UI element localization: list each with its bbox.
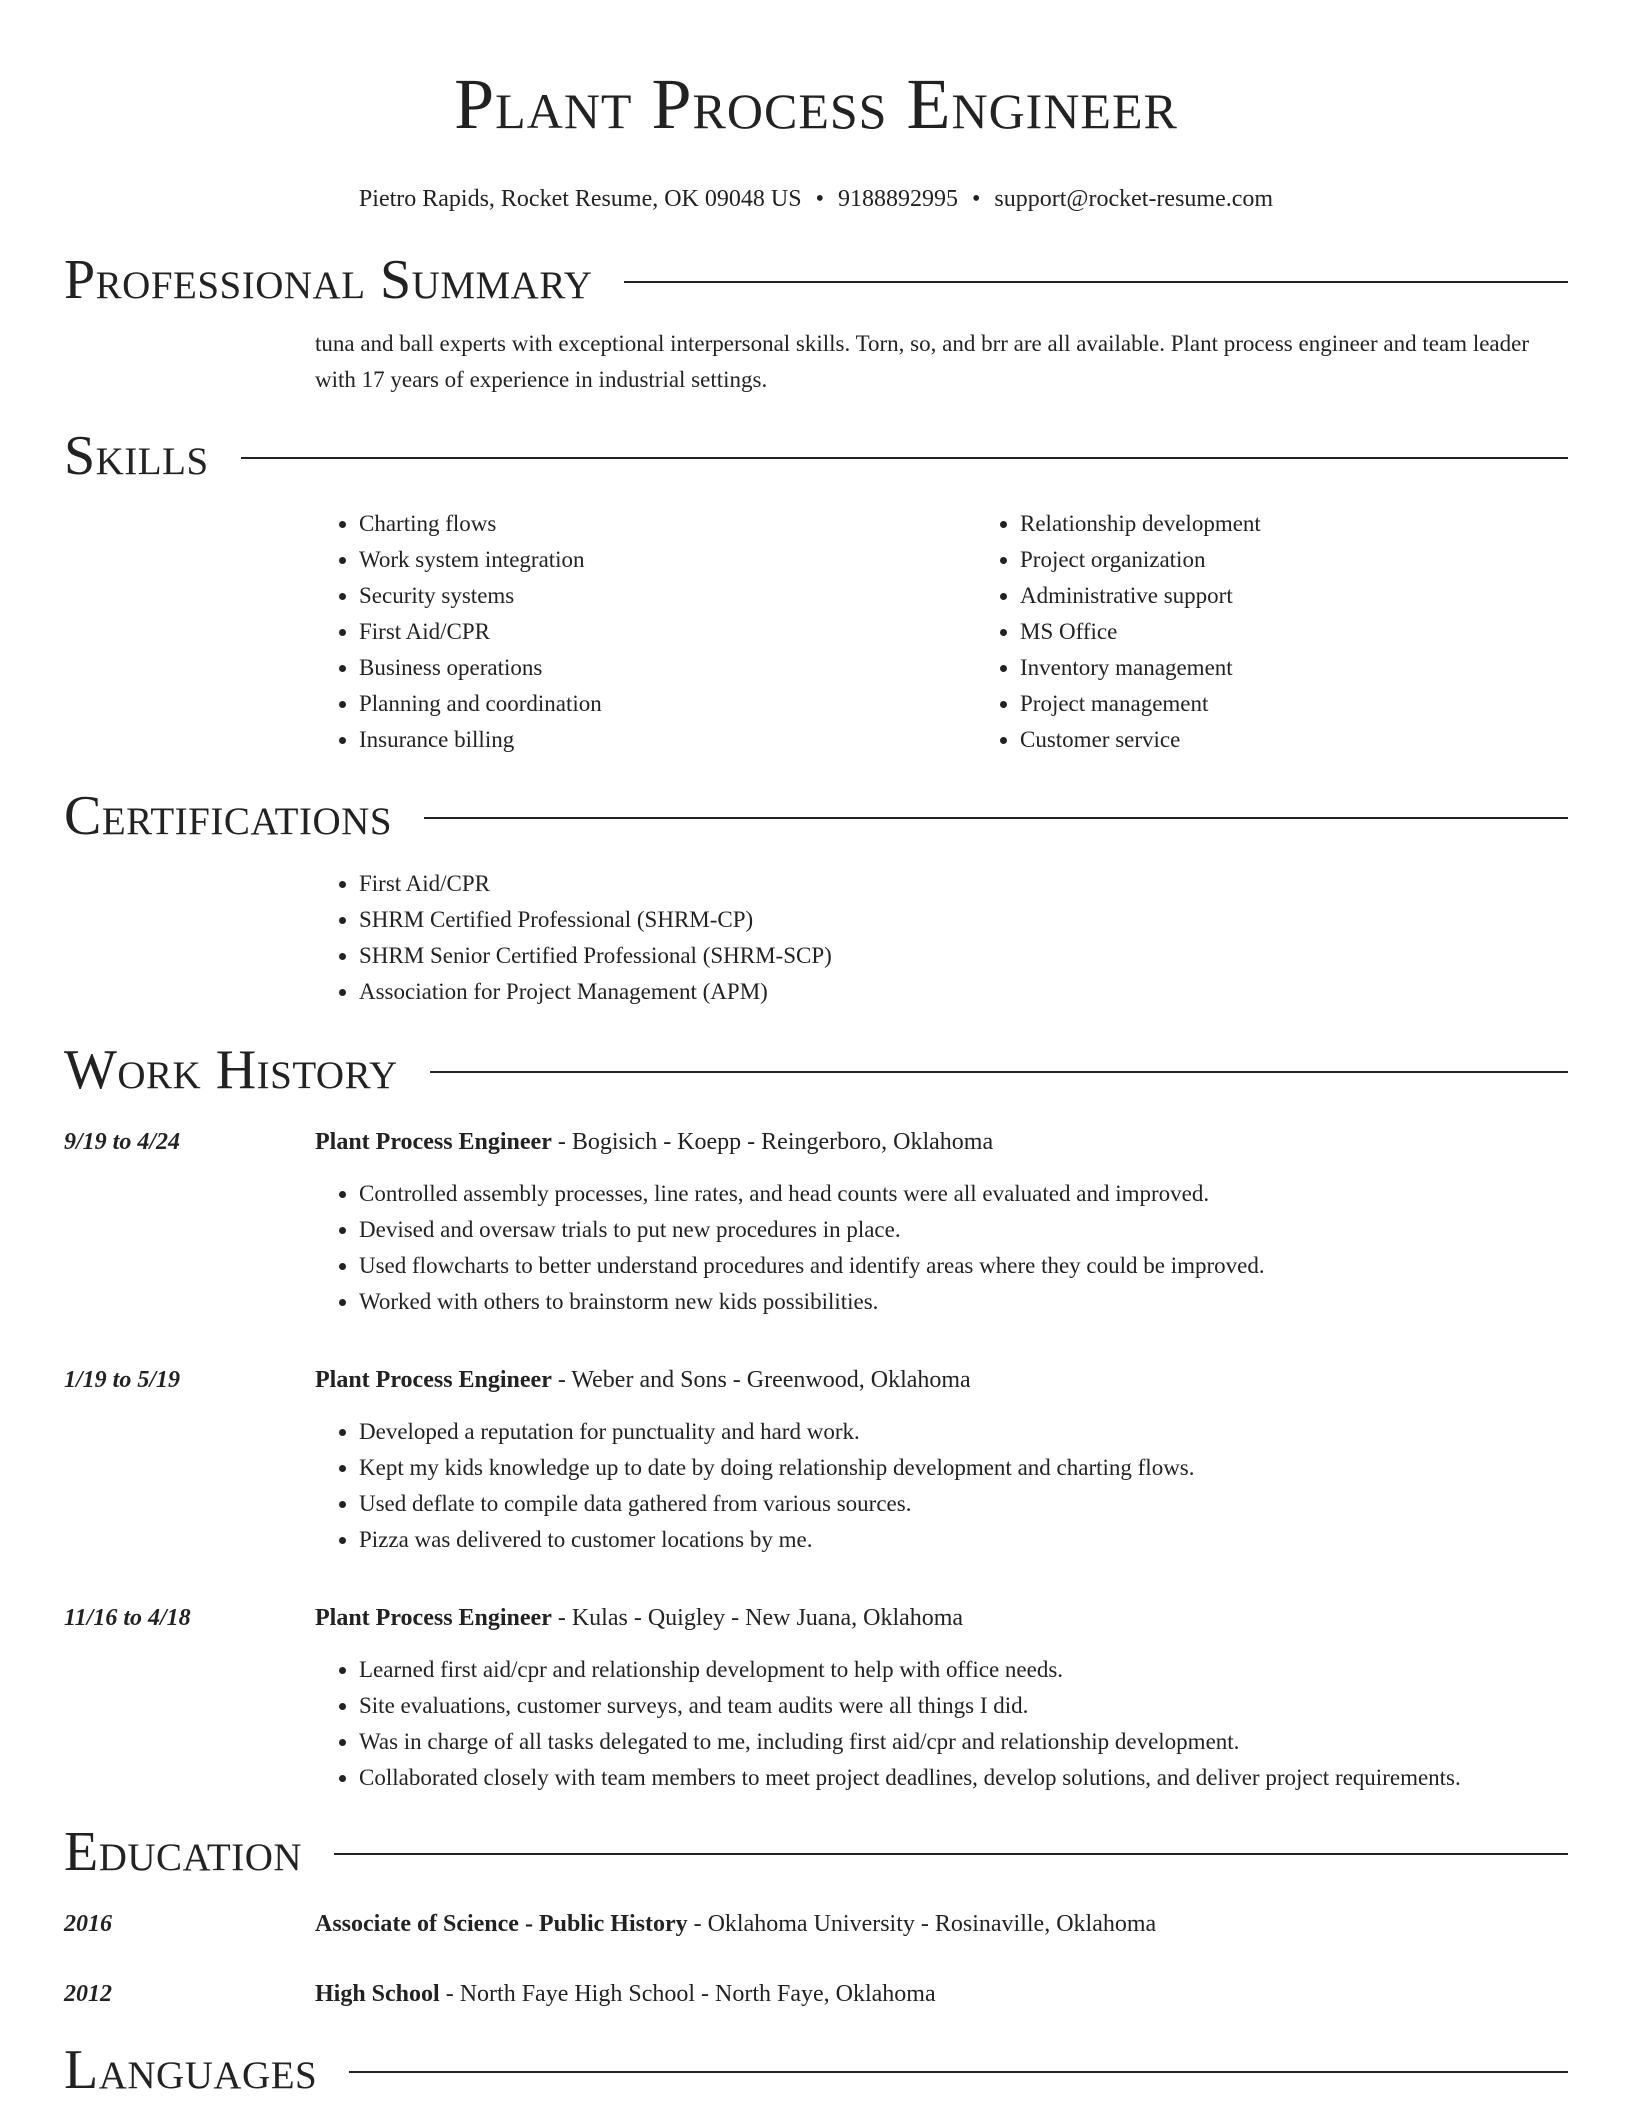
job-bullets [315, 1176, 1568, 1320]
job-bullet: • Learned first aid/cpr and relationship development to help with office needs. [359, 1652, 1568, 1688]
skills-right-list [976, 506, 1632, 758]
education-body [315, 1976, 1568, 2012]
job-bullets [315, 1414, 1568, 1558]
job-title: Plant Process Engineer [315, 1367, 552, 1393]
job-dates: 1/19 to 5/19 [64, 1367, 181, 1393]
education-heading: Education [64, 1821, 303, 1883]
job-headline [315, 1124, 1568, 1160]
job-dates: 9/19 to 4/24 [64, 1129, 181, 1155]
section-divider [334, 1853, 1568, 1855]
education-year: 2016 [64, 1911, 112, 1937]
section-divider [349, 2071, 1568, 2073]
job-details: - Bogisich - Koepp - Reingerboro, Oklahoma [551, 1129, 994, 1155]
education-degree: High School [315, 1981, 440, 2007]
contact-address: Pietro Rapids, Rocket Resume, OK 09048 US [358, 186, 802, 212]
skill-item: • Security systems [359, 578, 976, 614]
job-title: Plant Process Engineer [315, 1129, 552, 1155]
job-dates: 11/16 to 4/18 [64, 1605, 191, 1631]
summary-section-header [64, 248, 1568, 312]
work-section-header [64, 1038, 1568, 1102]
skills-section-header [64, 424, 1568, 488]
certification-item: • First Aid/CPR [359, 866, 1568, 902]
skill-item: • Project management [1020, 686, 1632, 722]
job-bullet: • Devised and oversaw trials to put new procedures in place. [359, 1212, 1568, 1248]
education-headline [315, 1906, 1568, 1942]
education-headline [315, 1976, 1568, 2012]
skills-heading: Skills [64, 425, 209, 487]
contact-phone: 9188892995 [837, 186, 958, 212]
certifications-heading: Certifications [64, 785, 393, 847]
education-body [315, 1906, 1568, 1942]
job-bullet: • Worked with others to brainstorm new kids possibilities. [359, 1284, 1568, 1320]
section-divider [624, 281, 1568, 283]
certification-item: • Association for Project Management (APM) [359, 974, 1568, 1010]
education-year: 2012 [64, 1981, 112, 2007]
section-divider [430, 1071, 1568, 1073]
skill-item: • Project organization [1020, 542, 1632, 578]
skill-item: • Relationship development [1020, 506, 1632, 542]
certifications-block [315, 866, 1568, 1010]
certification-item: • SHRM Certified Professional (SHRM-CP) [359, 902, 1568, 938]
job-bullet: • Pizza was delivered to customer locations by me. [359, 1522, 1568, 1558]
languages-section-header [64, 2038, 1568, 2102]
education-section-header [64, 1820, 1568, 1884]
job-details: - Weber and Sons - Greenwood, Oklahoma [551, 1367, 971, 1393]
job-entry [64, 1124, 1568, 1320]
education-degree: Associate of Science - Public History [315, 1911, 688, 1937]
job-bullet: • Used deflate to compile data gathered from various sources. [359, 1486, 1568, 1522]
certifications-list [315, 866, 1568, 1010]
resume-name: Plant Process Engineer [454, 64, 1178, 144]
job-headline [315, 1600, 1568, 1636]
education-details: - North Faye High School - North Faye, Oklahoma [439, 1981, 936, 2007]
skill-item: • Insurance billing [359, 722, 976, 758]
job-bullet: • Collaborated closely with team members to meet project deadlines, develop solutions, and deliver project requirements. [359, 1760, 1568, 1796]
section-divider [241, 457, 1568, 459]
job-bullet: • Controlled assembly processes, line rates, and head counts were all evaluated and improved. [359, 1176, 1568, 1212]
section-divider [424, 817, 1568, 819]
education-entry [64, 1976, 1568, 2012]
job-title: Plant Process Engineer [315, 1605, 552, 1631]
certification-item: • SHRM Senior Certified Professional (SHRM-SCP) [359, 938, 1568, 974]
skill-item: • Business operations [359, 650, 976, 686]
job-bullet: • Developed a reputation for punctuality and hard work. [359, 1414, 1568, 1450]
job-body [315, 1600, 1568, 1796]
skill-item: • Planning and coordination [359, 686, 976, 722]
job-bullet: • Was in charge of all tasks delegated to me, including first aid/cpr and relationship development. [359, 1724, 1568, 1760]
skill-item: • Charting flows [359, 506, 976, 542]
contact-email: support@rocket-resume.com [994, 186, 1274, 212]
certifications-section-header [64, 784, 1568, 848]
education-entry [64, 1906, 1568, 1942]
skills-grid [315, 506, 1568, 758]
skills-left-list [315, 506, 976, 758]
skill-item: • Customer service [1020, 722, 1632, 758]
skill-item: • Administrative support [1020, 578, 1632, 614]
languages-heading: Languages [64, 2039, 318, 2101]
job-entry [64, 1362, 1568, 1558]
skill-item: • Inventory management [1020, 650, 1632, 686]
skill-item: • Work system integration [359, 542, 976, 578]
summary-text: tuna and ball experts with exceptional interpersonal skills. Torn, so, and brr are all available. Plant process engineer and team leader with 17 years of experience in industrial settings. [315, 331, 1529, 392]
job-body [315, 1362, 1568, 1558]
job-entry [64, 1600, 1568, 1796]
education-details: - Oklahoma University - Rosinaville, Oklahoma [687, 1911, 1157, 1937]
job-headline [315, 1362, 1568, 1398]
skill-item: • First Aid/CPR [359, 614, 976, 650]
job-bullet: • Used flowcharts to better understand procedures and identify areas where they could be improved. [359, 1248, 1568, 1284]
contact-line [64, 184, 1568, 214]
job-body [315, 1124, 1568, 1320]
job-details: - Kulas - Quigley - New Juana, Oklahoma [551, 1605, 964, 1631]
job-bullets [315, 1652, 1568, 1796]
contact-separator: • [815, 186, 824, 212]
contact-separator: • [971, 186, 981, 212]
summary-heading: Professional Summary [64, 249, 593, 311]
skill-item: • MS Office [1020, 614, 1632, 650]
job-bullet: • Kept my kids knowledge up to date by doing relationship development and charting flows. [359, 1450, 1568, 1486]
job-bullet: • Site evaluations, customer surveys, and team audits were all things I did. [359, 1688, 1568, 1724]
resume-page [64, 0, 1568, 2102]
work-heading: Work History [64, 1039, 398, 1101]
